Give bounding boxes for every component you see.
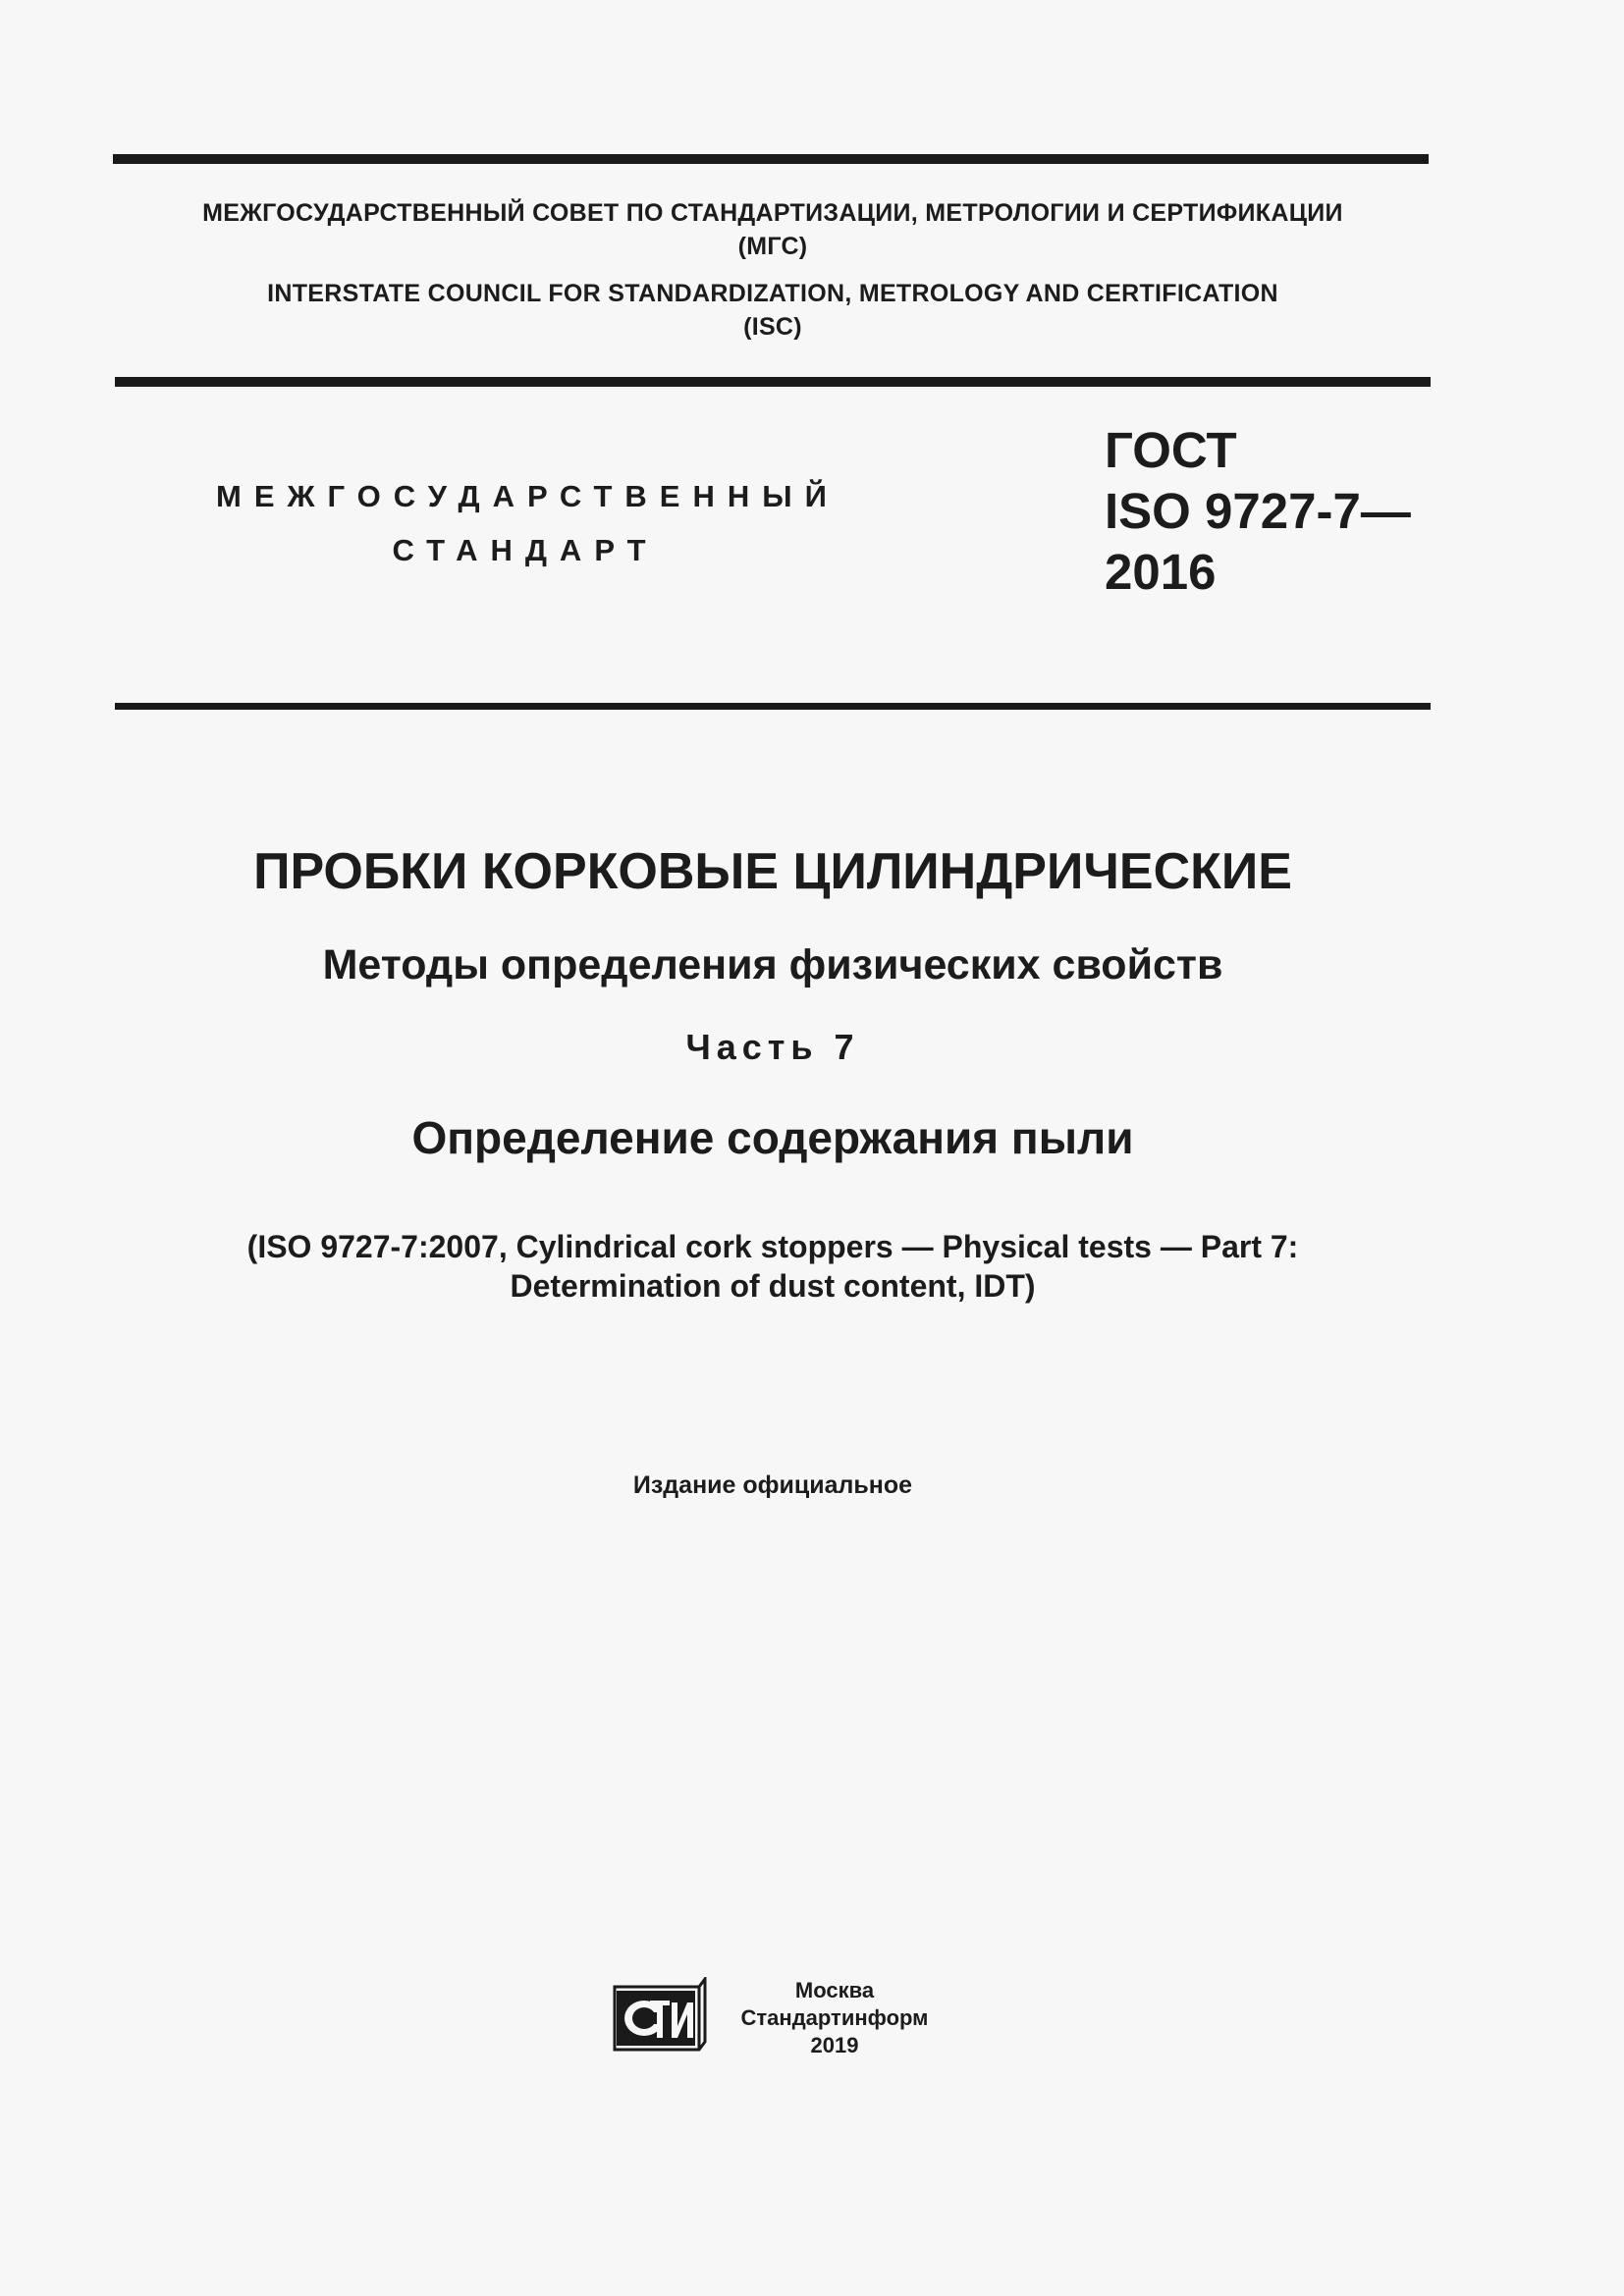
- council-en-abbr: (ISC): [743, 313, 802, 341]
- publisher-year: 2019: [810, 2033, 859, 2057]
- standartinform-logo-icon: [611, 1977, 707, 2054]
- standard-type-line2: СТАНДАРТ: [392, 533, 659, 567]
- standard-type-line1: МЕЖГОСУДАРСТВЕННЫЙ: [216, 479, 839, 513]
- document-subtitle: Определение содержания пыли: [411, 1112, 1134, 1163]
- edition-note: Издание официальное: [632, 1471, 913, 1499]
- lower-rule: [115, 703, 1431, 710]
- designation-line1: ГОСТ: [1105, 422, 1237, 478]
- iso-reference-line1: (ISO 9727-7:2007, Cylindrical cork stoppers — Physical tests — Part 7:: [246, 1229, 1299, 1264]
- middle-rule: [115, 377, 1431, 387]
- council-ru-name: МЕЖГОСУДАРСТВЕННЫЙ СОВЕТ ПО СТАНДАРТИЗАЦИИ, МЕТРОЛОГИИ И СЕРТИФИКАЦИИ: [202, 199, 1343, 227]
- top-rule: [113, 154, 1429, 164]
- council-ru: [115, 196, 1431, 263]
- publisher-city: Москва: [794, 1978, 875, 2002]
- designation-line2: ISO 9727-7—: [1105, 483, 1411, 539]
- standard-type-label: [216, 469, 839, 577]
- iso-reference-line2: Determination of dust content, IDT): [510, 1268, 1036, 1304]
- publisher-name: Стандартинформ: [740, 2005, 929, 2030]
- standard-designation: [1105, 420, 1411, 603]
- council-en: [115, 277, 1431, 344]
- document-part-number: Часть 7: [685, 1027, 860, 1067]
- publisher-info: [715, 1977, 954, 2059]
- council-ru-abbr: (МГС): [737, 233, 808, 260]
- iso-reference: [115, 1227, 1431, 1306]
- document-methods-title: Методы определения физических свойств: [322, 941, 1223, 988]
- document-title: ПРОБКИ КОРКОВЫЕ ЦИЛИНДРИЧЕСКИЕ: [253, 843, 1292, 900]
- designation-line3: 2016: [1105, 544, 1217, 600]
- council-en-name: INTERSTATE COUNCIL FOR STANDARDIZATION, METROLOGY AND CERTIFICATION: [267, 280, 1278, 307]
